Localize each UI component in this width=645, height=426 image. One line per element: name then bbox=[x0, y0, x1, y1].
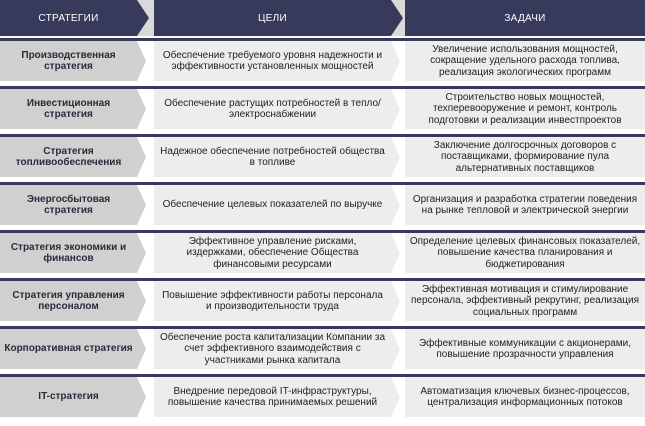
row-arrow bbox=[137, 41, 146, 81]
strategy-cell: IT-стратегия bbox=[0, 377, 137, 417]
header-arrow bbox=[391, 0, 403, 36]
header-arrow bbox=[137, 0, 149, 36]
strategy-cell: Энергосбытовая стратегия bbox=[0, 185, 137, 225]
goal-cell: Обеспечение роста капитализации Компании за счет эффективного взаимодействия с участниками рынка капитала bbox=[154, 329, 391, 369]
tasks-cell: Заключение долгосрочных договоров с поставщиками, формирование пула альтернативных поставщиков bbox=[405, 137, 645, 177]
row-arrow bbox=[391, 41, 400, 81]
row-arrow bbox=[137, 185, 146, 225]
row-arrow bbox=[137, 281, 146, 321]
row-arrow bbox=[137, 377, 146, 417]
strategy-cell: Стратегия экономики и финансов bbox=[0, 233, 137, 273]
table-row bbox=[0, 374, 645, 417]
header-goals: ЦЕЛИ bbox=[154, 0, 391, 36]
goal-cell: Надежное обеспечение потребностей общества в топливе bbox=[154, 137, 391, 177]
table-row bbox=[0, 134, 645, 177]
row-arrow bbox=[137, 233, 146, 273]
row-arrow bbox=[137, 89, 146, 129]
row-arrow bbox=[391, 233, 400, 273]
goal-cell: Внедрение передовой IT-инфраструктуры, повышение качества принимаемых решений bbox=[154, 377, 391, 417]
goal-cell: Обеспечение растущих потребностей в тепло/электроснабжении bbox=[154, 89, 391, 129]
table-row bbox=[0, 182, 645, 225]
strategy-cell: Стратегия управления персоналом bbox=[0, 281, 137, 321]
goal-cell: Эффективное управление рисками, издержками, обеспечение Общества финансовыми ресурсами bbox=[154, 233, 391, 273]
goal-cell: Обеспечение целевых показателей по выручке bbox=[154, 185, 391, 225]
tasks-cell: Автоматизация ключевых бизнес-процессов, централизация информационных потоков bbox=[405, 377, 645, 417]
table-row bbox=[0, 326, 645, 369]
table-row bbox=[0, 38, 645, 81]
strategy-cell: Стратегия топливообеспечения bbox=[0, 137, 137, 177]
row-arrow bbox=[391, 185, 400, 225]
strategy-cell: Производственная стратегия bbox=[0, 41, 137, 81]
header-strategies: СТРАТЕГИИ bbox=[0, 0, 137, 36]
row-arrow bbox=[391, 137, 400, 177]
row-arrow bbox=[137, 329, 146, 369]
row-arrow bbox=[137, 137, 146, 177]
tasks-cell: Строительство новых мощностей, техперевооружение и ремонт, контроль подготовки и реализации инвестпроектов bbox=[405, 89, 645, 129]
table-row bbox=[0, 86, 645, 129]
table-row bbox=[0, 230, 645, 273]
table-row bbox=[0, 278, 645, 321]
tasks-cell: Эффективная мотивация и стимулирование персонала, эффективный рекрутинг, реализация социальных программ bbox=[405, 281, 645, 321]
strategy-cell: Корпоративная стратегия bbox=[0, 329, 137, 369]
row-arrow bbox=[391, 281, 400, 321]
strategy-cell: Инвестиционная стратегия bbox=[0, 89, 137, 129]
tasks-cell: Увеличение использования мощностей, сокращение удельного расхода топлива, реализация экологических программ bbox=[405, 41, 645, 81]
row-arrow bbox=[391, 89, 400, 129]
goal-cell: Повышение эффективности работы персонала и производительности труда bbox=[154, 281, 391, 321]
row-arrow bbox=[391, 329, 400, 369]
tasks-cell: Организация и разработка стратегии поведения на рынке тепловой и электрической энергии bbox=[405, 185, 645, 225]
tasks-cell: Определение целевых финансовых показателей, повышение качества планирования и бюджетирования bbox=[405, 233, 645, 273]
tasks-cell: Эффективные коммуникации с акционерами, повышение прозрачности управления bbox=[405, 329, 645, 369]
row-arrow bbox=[391, 377, 400, 417]
goal-cell: Обеспечение требуемого уровня надежности и эффективности установленных мощностей bbox=[154, 41, 391, 81]
header-tasks: ЗАДАЧИ bbox=[405, 0, 645, 36]
